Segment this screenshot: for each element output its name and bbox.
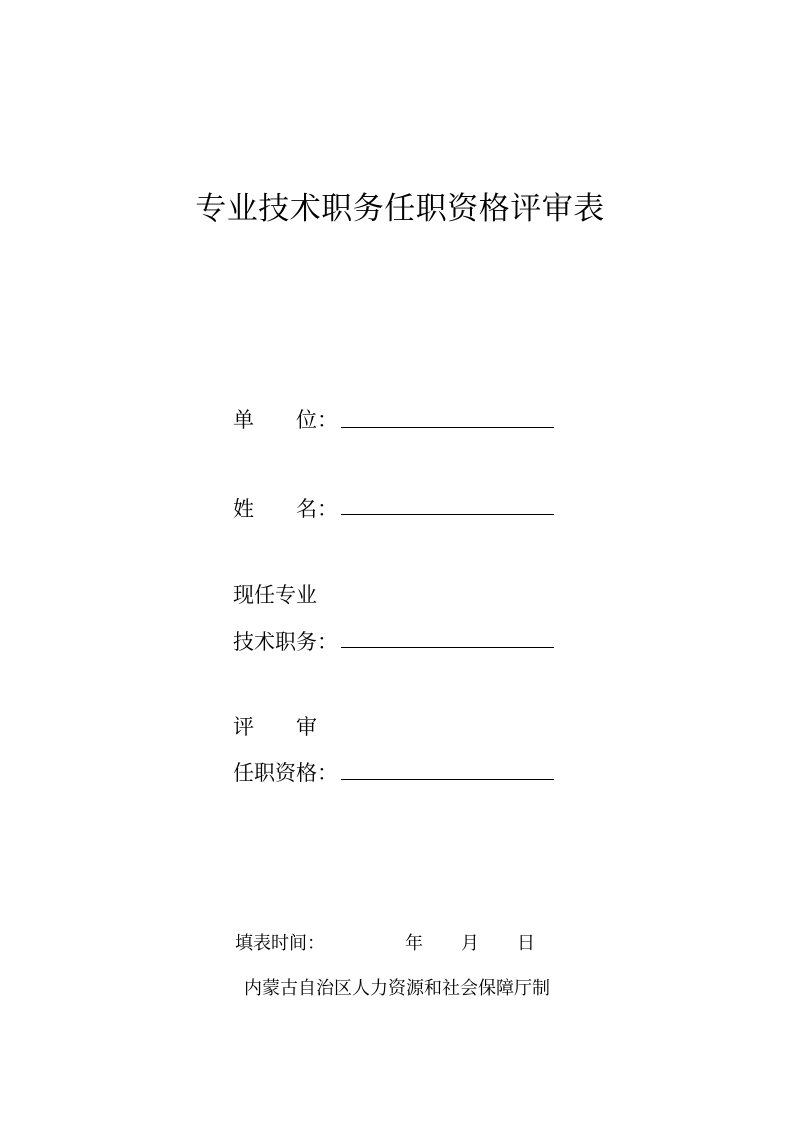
- fill-time-day: 日: [517, 933, 535, 954]
- name-label: 姓 名：: [233, 497, 338, 521]
- name-input-line[interactable]: [341, 514, 554, 515]
- current-title-input-line[interactable]: [341, 647, 554, 648]
- review-input-line[interactable]: [341, 779, 554, 780]
- fill-time-month: 月: [461, 933, 479, 954]
- unit-label: 单 位：: [233, 408, 338, 432]
- review-label-line1: 评 审: [233, 715, 317, 739]
- unit-input-line[interactable]: [341, 427, 554, 428]
- current-title-label-line1: 现任专业: [233, 583, 317, 607]
- current-title-label-line2: 技术职务：: [233, 630, 338, 654]
- form-title: 专业技术职务任职资格评审表: [195, 191, 605, 227]
- review-label-line2: 任职资格：: [233, 761, 338, 785]
- fill-time-year: 年: [405, 933, 423, 954]
- issuer-text: 内蒙古自治区人力资源和社会保障厅制: [244, 978, 550, 999]
- fill-time-label: 填表时间：: [235, 933, 325, 954]
